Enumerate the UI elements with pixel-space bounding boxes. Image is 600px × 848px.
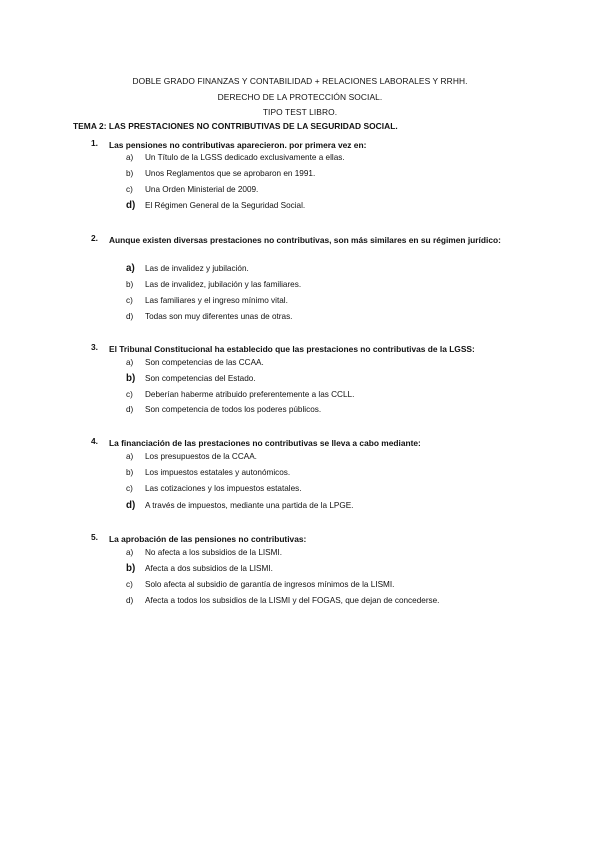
option-letter: b) (126, 563, 136, 574)
option-text: Solo afecta al subsidio de garantía de ingresos mínimos de la LISMI. (145, 580, 395, 589)
option-4d (0, 501, 600, 517)
option-text: Son competencia de todos los poderes públicos. (145, 405, 322, 414)
header-line-1: DOBLE GRADO FINANZAS Y CONTABILIDAD + RELACIONES LABORALES Y RRHH. (132, 76, 468, 86)
option-letter: c) (126, 296, 133, 305)
option-letter: b) (126, 468, 134, 477)
option-2b (0, 280, 600, 296)
question-text: La financiación de las prestaciones no contributivas se lleva a cabo mediante: (109, 438, 421, 448)
option-text: Todas son muy diferentes unas de otras. (145, 312, 293, 321)
option-letter: d) (126, 596, 134, 605)
question-text: Las pensiones no contributivas aparecieron. por primera vez en: (109, 140, 367, 150)
option-letter: a) (126, 548, 134, 557)
option-letter: c) (126, 484, 133, 493)
option-text: Una Orden Ministerial de 2009. (145, 185, 259, 194)
section-title: TEMA 2: LAS PRESTACIONES NO CONTRIBUTIVAS DE LA SEGURIDAD SOCIAL. (73, 121, 398, 131)
option-text: Un Título de la LGSS dedicado exclusivamente a ellas. (145, 153, 345, 162)
option-letter: d) (126, 200, 136, 211)
header-line-2: DERECHO DE LA PROTECCIÓN SOCIAL. (217, 91, 383, 102)
option-letter: a) (126, 263, 135, 274)
option-5c (0, 580, 600, 596)
option-3b (0, 374, 600, 390)
document-header (0, 74, 600, 121)
question-text: Aunque existen diversas prestaciones no contributivas, son más similares en su régimen jurídico: (109, 235, 501, 245)
option-1c (0, 185, 600, 201)
option-3a (0, 358, 600, 374)
option-3c (0, 390, 600, 406)
option-text: Las familiares y el ingreso mínimo vital. (145, 296, 288, 305)
option-4b (0, 468, 600, 484)
question-number: 5. (91, 532, 98, 542)
option-text: No afecta a los subsidios de la LISMI. (145, 548, 282, 557)
option-4c (0, 484, 600, 500)
option-text: Las de invalidez y jubilación. (145, 264, 249, 273)
option-1a (0, 153, 600, 169)
option-text: Afecta a dos subsidios de la LISMI. (145, 564, 273, 573)
option-text: Las de invalidez, jubilación y las familiares. (145, 280, 302, 289)
option-letter: c) (126, 580, 133, 589)
option-2c (0, 296, 600, 312)
option-text: Los presupuestos de la CCAA. (145, 452, 257, 461)
option-text: Los impuestos estatales y autonómicos. (145, 468, 291, 477)
option-letter: b) (126, 280, 134, 289)
question-text: El Tribunal Constitucional ha establecido que las prestaciones no contributivas de la LGSS: (109, 344, 475, 354)
option-text: A través de impuestos, mediante una partida de la LPGE. (145, 501, 354, 510)
option-3d (0, 405, 600, 421)
option-5a (0, 548, 600, 564)
header-line-3: TIPO TEST LIBRO. (262, 107, 338, 118)
option-letter: b) (126, 373, 136, 384)
option-text: Son competencias del Estado. (145, 374, 256, 383)
option-letter: c) (126, 390, 133, 399)
option-text: Las cotizaciones y los impuestos estatales. (145, 484, 302, 493)
option-5d (0, 596, 600, 612)
option-text: Deberían haberme atribuido preferentemente a las CCLL. (145, 390, 355, 399)
option-2a (0, 264, 600, 280)
option-letter: a) (126, 358, 134, 367)
option-letter: a) (126, 452, 134, 461)
option-text: El Régimen General de la Seguridad Social. (145, 201, 306, 210)
option-letter: d) (126, 500, 136, 511)
option-text: Son competencias de las CCAA. (145, 358, 264, 367)
option-2d (0, 312, 600, 328)
question-number: 3. (91, 342, 98, 352)
option-letter: d) (126, 312, 134, 321)
option-letter: b) (126, 169, 134, 178)
question-number: 1. (91, 138, 98, 148)
option-4a (0, 452, 600, 468)
question-number: 2. (91, 233, 98, 243)
option-5b (0, 564, 600, 580)
question-number: 4. (91, 436, 98, 446)
question-text: La aprobación de las pensiones no contributivas: (109, 534, 307, 544)
option-letter: c) (126, 185, 133, 194)
option-text: Afecta a todos los subsidios de la LISMI y del FOGAS, que dejan de concederse. (145, 596, 440, 605)
option-text: Unos Reglamentos que se aprobaron en 1991. (145, 169, 316, 178)
option-1b (0, 169, 600, 185)
option-1d (0, 201, 600, 217)
option-letter: a) (126, 153, 134, 162)
option-letter: d) (126, 405, 134, 414)
